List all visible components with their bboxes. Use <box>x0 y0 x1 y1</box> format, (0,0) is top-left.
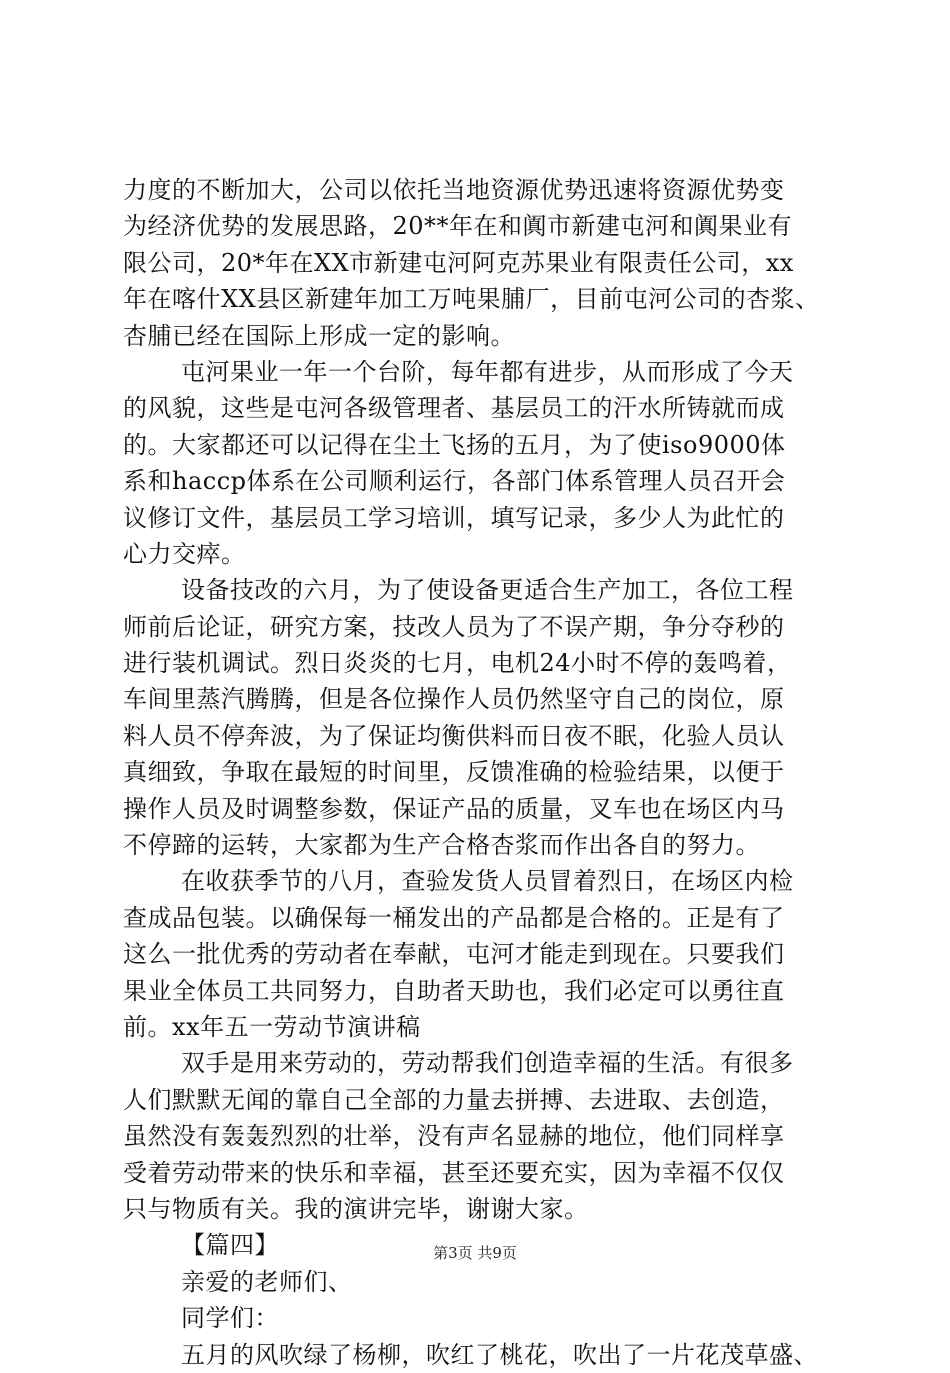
text-line: 亲爱的老师们、 <box>181 1267 353 1296</box>
text-line: 的风貌，这些是屯河各级管理者、基层员工的汗水所铸就而成 <box>123 394 785 423</box>
text-line: 议修订文件，基层员工学习培训，填写记录，多少人为此忙的 <box>123 503 785 532</box>
text-line: 受着劳动带来的快乐和幸福，甚至还要充实，因为幸福不仅仅 <box>123 1158 785 1187</box>
text-line: 操作人员及时调整参数，保证产品的质量，叉车也在场区内马 <box>123 794 785 823</box>
text-line: 车间里蒸汽腾腾，但是各位操作人员仍然坚守自己的岗位，原 <box>123 685 785 714</box>
text-line: 的。大家都还可以记得在尘土飞扬的五月，为了使iso9000体 <box>123 430 786 459</box>
text-line: 师前后论证，研究方案，技改人员为了不误产期，争分夺秒的 <box>123 612 785 641</box>
text-line: 这么一批优秀的劳动者在奉献，屯河才能走到现在。只要我们 <box>123 940 785 969</box>
text-line: 人们默默无闻的靠自己全部的力量去拼搏、去进取、去创造， <box>123 1085 785 1114</box>
text-line: 进行装机调试。烈日炎炎的七月，电机24小时不停的轰鸣着， <box>123 649 792 678</box>
text-line: 屯河果业一年一个台阶，每年都有进步，从而形成了今天 <box>181 357 794 386</box>
text-line: 年在喀什XX县区新建年加工万吨果脯厂，目前屯河公司的杏浆、 <box>123 285 820 314</box>
text-line: 果业全体员工共同努力，自助者天助也，我们必定可以勇往直 <box>123 976 785 1005</box>
text-line: 【篇四】 <box>181 1231 279 1260</box>
text-line: 虽然没有轰轰烈烈的壮举，没有声名显赫的地位，他们同样享 <box>123 1122 785 1151</box>
page-footer: 第3页 共9页 <box>433 1244 517 1262</box>
text-line: 杏脯已经在国际上形成一定的影响。 <box>123 321 515 350</box>
text-line: 同学们： <box>181 1304 279 1333</box>
text-line: 前。xx年五一劳动节演讲稿 <box>123 1012 421 1041</box>
text-line: 不停蹄的运转，大家都为生产合格杏浆而作出各自的努力。 <box>123 831 760 860</box>
text-line: 料人员不停奔波，为了保证均衡供料而日夜不眠，化验人员认 <box>123 721 785 750</box>
text-line: 只与物质有关。我的演讲完毕，谢谢大家。 <box>123 1194 589 1223</box>
document-body <box>123 172 853 1373</box>
text-line: 查成品包装。以确保每一桶发出的产品都是合格的。正是有了 <box>123 903 785 932</box>
text-line: 真细致，争取在最短的时间里，反馈准确的检验结果，以便于 <box>123 758 785 787</box>
text-line: 设备技改的六月，为了使设备更适合生产加工，各位工程 <box>181 576 794 605</box>
text-line: 力度的不断加大，公司以依托当地资源优势迅速将资源优势变 <box>123 176 785 204</box>
text-line: 为经济优势的发展思路，20**年在和阗市新建屯河和阗果业有 <box>123 212 793 241</box>
text-line: 限公司，20*年在XX市新建屯河阿克苏果业有限责任公司，xx <box>123 248 794 277</box>
text-line: 系和haccp体系在公司顺利运行，各部门体系管理人员召开会 <box>123 467 786 496</box>
text-line: 双手是用来劳动的，劳动帮我们创造幸福的生活。有很多 <box>181 1049 794 1078</box>
text-line: 心力交瘁。 <box>123 539 246 568</box>
text-line: 在收获季节的八月，查验发货人员冒着烈日，在场区内检 <box>181 867 794 896</box>
text-line: 五月的风吹绿了杨柳，吹红了桃花，吹出了一片花茂草盛、 <box>181 1340 818 1369</box>
